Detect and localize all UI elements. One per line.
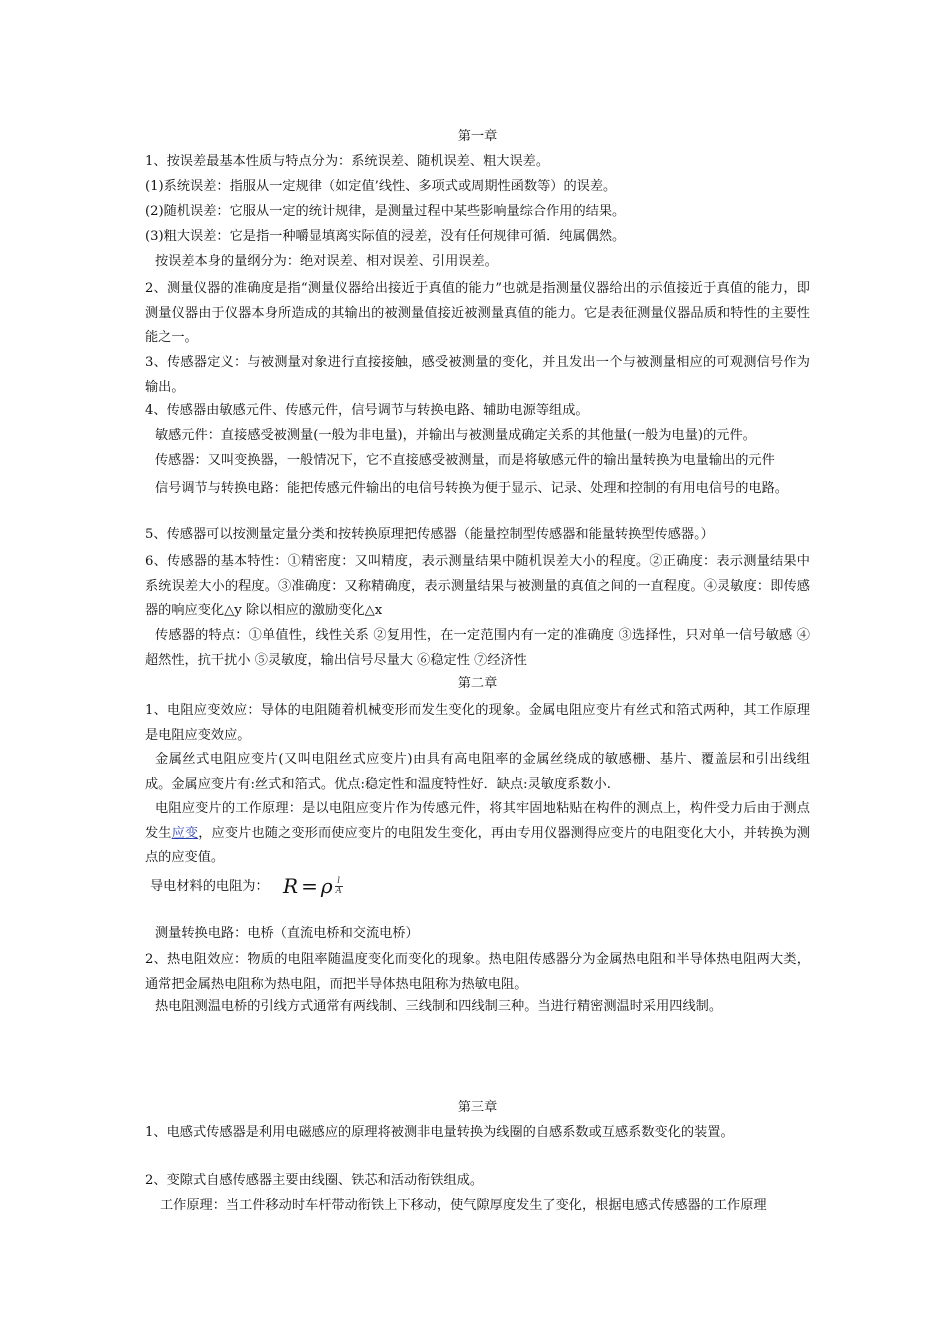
resistance-formula-block (150, 874, 450, 912)
ch3-working-principle: 工作原理：当工件移动时车杆带动衔铁上下移动，使气隙厚度发生了变化，根据电感式传感器的工作原理 (160, 1198, 767, 1213)
formula-label: 导电材料的电阻为： (150, 879, 269, 894)
ch1-transducer: 传感器：又叫变换器，一般情况下，它不直接感受被测量，而是将敏感元件的输出量转换为电量输出的元件 (155, 453, 775, 468)
ch1-classification: 5、传感器可以按测量定量分类和按转换原理把传感器（能量控制型传感器和能量转换型传感器。） (145, 527, 714, 542)
chapter1-title: 第一章 (457, 129, 498, 144)
ch1-random-error: (2)随机误差：它服从一定的统计规律，是测量过程中某些影响量综合作用的结果。 (145, 204, 626, 219)
ch2-wire-strain-gauge: 金属丝式电阻应变片(又叫电阻丝式应变片)由具有高电阻率的金属丝绕成的敏感栅、基片、覆盖层和引出线组成。金属应变片有:丝式和箔式。优点:稳定性和温度特性好．缺点:灵敏度系数小. (145, 752, 810, 792)
formula-rho: ρ (320, 874, 333, 898)
ch2-principle-text-b: ，应变片也随之变形而使应变片的电阻发生变化，再由专用仪器测得应变片的电阻变化大小，并转换为测点的应变值。 (145, 825, 811, 865)
ch1-gross-error: (3)粗大误差：它是指一种嚼显填离实际值的浸差，没有任何规律可循．纯属偶然。 (145, 229, 626, 244)
ch1-basic-characteristics: 6、传感器的基本特性：①精密度：又叫精度，表示测量结果中随机误差大小的程度。②正确度：表示测量结果中系统误差大小的程度。③准确度：又称精确度，表示测量结果与被测量的真值之间的一直程度。④灵敏度：即传感器的响应变化△y 除以相应的激励变化△x (145, 554, 810, 618)
ch2-bridge-circuit: 测量转换电路：电桥（直流电桥和交流电桥） (155, 926, 419, 941)
ch1-signal-circuit: 信号调节与转换电路：能把传感元件输出的电信号转换为便于显示、记录、处理和控制的有用电信号的电路。 (155, 481, 788, 496)
ch3-inductive-sensor: 1、电感式传感器是利用电磁感应的原理将被测非电量转换为线圈的自感系数或互感系数变化的装置。 (145, 1125, 734, 1140)
chapter2-title: 第二章 (457, 676, 498, 691)
formula-fraction (335, 877, 343, 896)
ch1-sensor-features: 传感器的特点：①单值性，线性关系 ②复用性，在一定范围内有一定的准确度 ③选择性，只对单一信号敏感 ④超然性，抗干扰小 ⑤灵敏度，输出信号尽量大 ⑥稳定性 ⑦经济性 (145, 628, 810, 668)
formula-denominator: A (335, 886, 342, 896)
ch2-strain-effect: 1、电阻应变效应：导体的电阻随着机械变形而发生变化的现象。金属电阻应变片有丝式和箔式两种，其工作原理是电阻应变效应。 (145, 703, 810, 743)
chapter3-title: 第三章 (457, 1100, 498, 1115)
ch3-variable-gap-sensor: 2、变隙式自感传感器主要由线圈、铁芯和活动衔铁组成。 (145, 1173, 484, 1188)
formula-r: R (283, 874, 299, 898)
ch1-system-error: (1)系统误差：指服从一定规律（如定值’线性、多项式或周期性函数等）的误差。 (145, 179, 617, 194)
resistance-formula (283, 874, 343, 898)
ch2-working-principle (145, 797, 810, 871)
strain-link[interactable]: 应变 (171, 825, 199, 841)
ch2-principle-text-a: 电阻应变片的工作原理：是以电阻应变片作为传感元件，将其牢固地粘贴在构件的测点上，构件受力后由于测点发生 (145, 801, 810, 841)
ch2-thermal-resistance: 2、热电阻效应：物质的电阻率随温度变化而变化的现象。热电阻传感器分为金属热电阻和半导体热电阻两大类，通常把金属热电阻称为热电阻，而把半导体热电阻称为热敏电阻。 (145, 952, 810, 992)
ch2-wiring-methods: 热电阻测温电桥的引线方式通常有两线制、三线制和四线制三种。当进行精密测温时采用四线制。 (155, 999, 723, 1014)
ch1-dimension-errors: 按误差本身的量纲分为：绝对误差、相对误差、引用误差。 (155, 254, 498, 269)
formula-numerator: l (335, 877, 343, 887)
ch1-accuracy-paragraph: 2、测量仪器的准确度是指“测量仪器给出接近于真值的能力”也就是指测量仪器给出的示值接近于真值的能力，即测量仪器由于仪器本身所造成的其输出的被测量值接近被测量真值的能力。它是表征测量仪器品质和特性的主要性能之一。 (145, 281, 810, 345)
ch1-sensor-definition: 3、传感器定义：与被测量对象进行直接接触，感受被测量的变化，并且发出一个与被测量相应的可观测信号作为输出。 (145, 355, 810, 395)
ch1-item1: 1、按误差最基本性质与特点分为：系统误差、随机误差、粗大误差。 (145, 154, 550, 169)
ch1-sensor-composition: 4、传感器由敏感元件、传感元件，信号调节与转换电路、辅助电源等组成。 (145, 403, 589, 418)
formula-equals: = (301, 874, 318, 898)
ch1-sensitive-element: 敏感元件：直接感受被测量(一般为非电量)，并输出与被测量成确定关系的其他量(一般为电量)的元件。 (155, 428, 756, 443)
